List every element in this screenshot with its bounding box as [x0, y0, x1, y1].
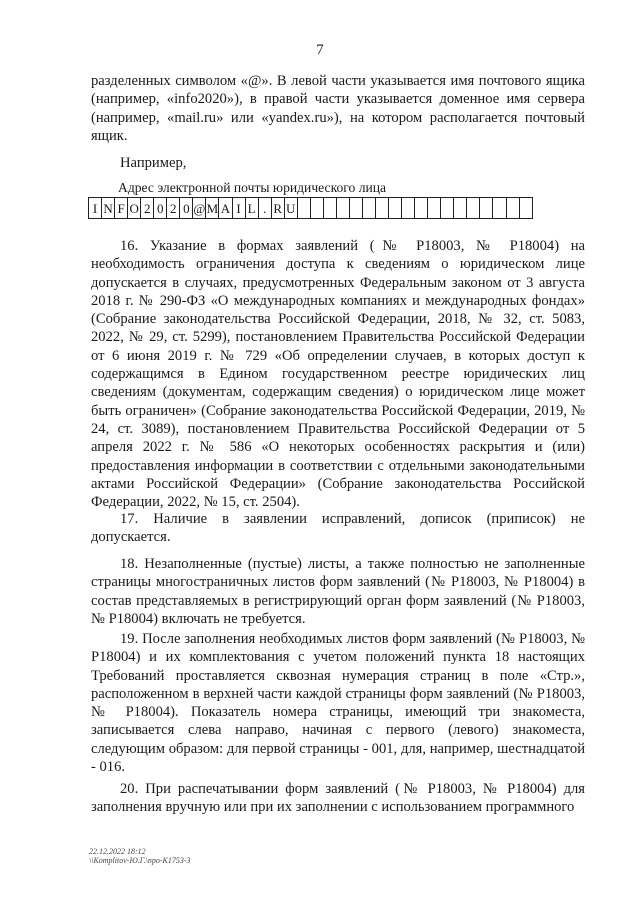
- email-char-cell: O: [127, 197, 141, 219]
- paragraph-17: 17. Наличие в заявлении исправлений, дописок (приписок) не допускается.: [91, 511, 585, 546]
- email-char-cell: [401, 197, 415, 219]
- paragraph-20: 20. При распечатывании форм заявлений (№ Р18003, № Р18004) для заполнения вручную или при их заполнении с использованием программного: [91, 781, 585, 816]
- email-char-cell: 2: [166, 197, 180, 219]
- example-heading: Например,: [120, 155, 187, 171]
- paragraph-16: 16. Указание в формах заявлений (№ Р18003, № Р18004) на необходимость ограничения доступа к сведениям о юридическом лице допускается в случаях, предусмотренных Федеральным законом от 3 августа 2018 г. № 290-ФЗ «О международных компаниях и международных фондах» (Собрание законодательства Российской Федерации, 2018, № 32, ст. 5083, 2022, № 29, ст. 5299), постановлением Правительства Российской Федерации от 6 июня 2019 г. № 729 «Об определении случаев, в которых доступ к содержащимся в Едином государственном реестре юридических лиц сведениям (документам, содержащим сведения) о юридическом лице может быть ограничен» (Собрание законодательства Российской Федерации, 2019, № 24, ст. 3089), постановлением Правительства Российской Федерации от 5 апреля 2022 г. № 586 «О некоторых особенностях раскрытия и (или) предоставления информации в соответствии с отдельными законодательными актами Российской Федерации» (Собрание законодательства Российской Федерации, 2022, № 15, ст. 2504).: [91, 238, 585, 511]
- email-char-cell: [349, 197, 363, 219]
- footer-stamp: [89, 847, 191, 865]
- email-char-cell: [414, 197, 428, 219]
- email-char-cell: [466, 197, 480, 219]
- email-char-cell: F: [114, 197, 128, 219]
- paragraph-18: 18. Незаполненные (пустые) листы, а также полностью не заполненные страницы многостраничных листов форм заявлений (№ Р18003, № Р18004) в состав представляемых в регистрирующий орган форм заявлений (№ Р18003, № Р18004) включать не требуется.: [91, 556, 585, 627]
- email-char-cell: [310, 197, 324, 219]
- footer-datetime: 22.12.2022 18:12: [89, 847, 146, 856]
- email-char-cell: [388, 197, 402, 219]
- email-char-cell: [375, 197, 389, 219]
- email-char-cell: [297, 197, 311, 219]
- email-char-cell: M: [205, 197, 219, 219]
- email-char-cell: I: [232, 197, 246, 219]
- email-field-label: Адрес электронной почты юридического лица: [118, 180, 387, 195]
- email-character-grid: [89, 197, 533, 219]
- email-char-cell: [492, 197, 506, 219]
- email-char-cell: L: [245, 197, 259, 219]
- email-char-cell: I: [88, 197, 102, 219]
- email-char-cell: [453, 197, 467, 219]
- email-char-cell: .: [258, 197, 272, 219]
- email-char-cell: 2: [140, 197, 154, 219]
- email-char-cell: 0: [153, 197, 167, 219]
- email-char-cell: [519, 197, 533, 219]
- email-char-cell: N: [101, 197, 115, 219]
- email-char-cell: [479, 197, 493, 219]
- email-char-cell: @: [192, 197, 206, 219]
- email-char-cell: [506, 197, 520, 219]
- email-char-cell: [336, 197, 350, 219]
- email-char-cell: R: [271, 197, 285, 219]
- footer-path: \\Komplitov-Ю.Г.\npo-К1753-3: [89, 856, 191, 865]
- email-char-cell: [440, 197, 454, 219]
- email-char-cell: [362, 197, 376, 219]
- email-char-cell: [427, 197, 441, 219]
- email-char-cell: A: [218, 197, 232, 219]
- page-number: 7: [316, 42, 324, 58]
- email-char-cell: U: [284, 197, 298, 219]
- paragraph-19: 19. После заполнения необходимых листов форм заявлений (№ Р18003, № Р18004) и их комплектования с учетом положений пункта 18 настоящих Требований проставляется сквозная нумерация страниц в поле «Стр.», расположенном в верхней части каждой страницы форм заявлений (№ Р18003, № Р18004). Показатель номера страницы, имеющий три знакоместа, записывается слева направо, начиная с первого (левого) знакоместа, следующим образом: для первой страницы - 001, для, например, шестнадцатой - 016.: [91, 631, 585, 776]
- paragraph-intro: разделенных символом «@». В левой части указывается имя почтового ящика (например, «info2020»), в правой части указывается доменное имя сервера (например, «mail.ru» или «yandex.ru»), на котором располагается почтовый ящик.: [91, 73, 585, 144]
- email-char-cell: [323, 197, 337, 219]
- email-char-cell: 0: [179, 197, 193, 219]
